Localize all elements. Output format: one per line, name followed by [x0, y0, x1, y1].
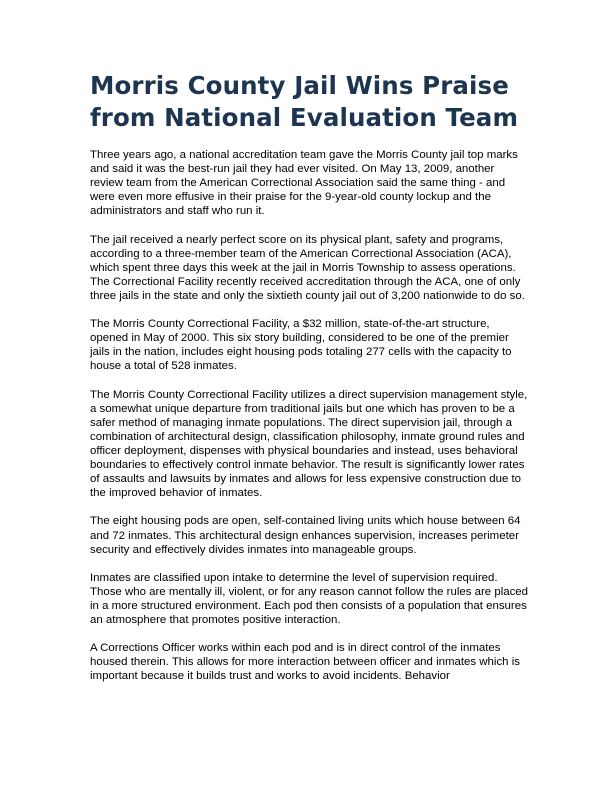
paragraph-classification: Inmates are classified upon intake to determine the level of supervision required. Those who are mentally ill, violent, or for any reason cannot follow the rules are placed in a more structured environment. Each pod then consists of a population that ensures an atmosphere that promotes positive interaction. [90, 571, 529, 627]
article-title: Morris County Jail Wins Praise from National Evaluation Team [90, 71, 519, 132]
paragraph-housing-pods: The eight housing pods are open, self-contained living units which house between 64 and 72 inmates. This architectural design enhances supervision, increases perimeter security and effectively divides inmates into manageable groups. [90, 515, 521, 556]
paragraph-corrections-officer: A Corrections Officer works within each pod and is in direct control of the inmates housed therein. This allows for more interaction between officer and inmates which is important because it builds trust and works to avoid incidents. Behavior [90, 642, 520, 683]
paragraph-direct-supervision: The Morris County Correctional Facility utilizes a direct supervision management style, a somewhat unique departure from traditional jails but one which has proven to be a safer method of managing inmate populations. The direct supervision jail, through a combination of architectural design, classification philosophy, inmate ground rules and officer deployment, dispenses with physical boundaries and instead, uses behavioral boundaries to effectively control inmate behavior. The result is significantly lower rates of assaults and lawsuits by inmates and allows for less expensive construction due to the improved behavior of inmates. [90, 388, 528, 500]
paragraph-accreditation-history: Three years ago, a national accreditation team gave the Morris County jail top marks and said it was the best-run jail they had ever visited. On May 13, 2009, another review team from the American Correctional Association said the same thing - and were even more effusive in their praise for the 9-year-old county lockup and the administrators and staff who run it. [90, 149, 518, 218]
paragraph-facility-overview: The Morris County Correctional Facility, a $32 million, state-of-the-art structure, opened in May of 2000. This six story building, considered to be one of the premier jails in the nation, includes eight housing pods totaling 277 cells with the capacity to house a total of 528 inmates. [90, 318, 512, 373]
paragraph-aca-score: The jail received a nearly perfect score on its physical plant, safety and programs, according to a three-member team of the American Correctional Association (ACA), which spent three days this week at the jail in Morris Township to assess operations. The Correctional Facility recently received accreditation through the ACA, one of only three jails in the state and only the sixtieth county jail out of 3,200 nationwide to do so. [90, 233, 525, 302]
document-page [90, 70, 530, 698]
